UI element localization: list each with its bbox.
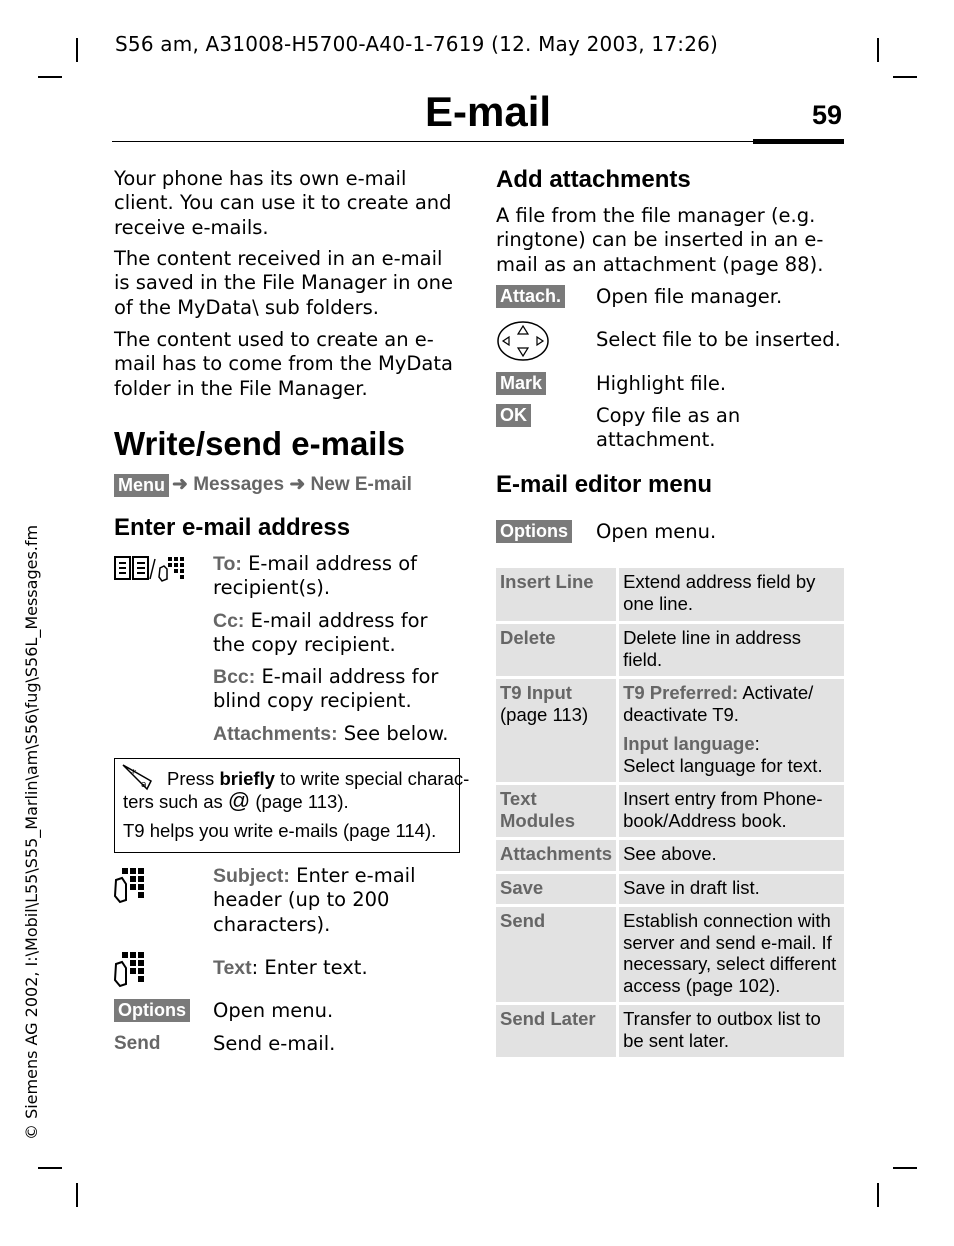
options-key: Options xyxy=(496,520,572,543)
text-field-desc: Text: Enter text. xyxy=(213,956,368,979)
menu-item: T9 Input (page 113) xyxy=(496,679,619,782)
at-sign: @ xyxy=(227,788,251,813)
menu-item: Save xyxy=(496,874,619,905)
page-number: 59 xyxy=(812,100,843,130)
table-row xyxy=(496,840,844,871)
menu-item-desc: Save in draft list. xyxy=(619,874,844,905)
send-desc: Send e-mail. xyxy=(213,1032,336,1055)
step-desc: Copy file as an attachment. xyxy=(596,404,741,452)
path-step: Messages xyxy=(193,474,285,495)
menu-item-desc: Establish connection with server and send e-mail. If necessary, select different access (page 102). xyxy=(619,907,844,1002)
running-header: S56 am, A31008-H5700-A40-1-7619 (12. May 2003, 17:26) xyxy=(115,32,719,56)
menu-item: Text Modules xyxy=(496,785,619,837)
menu-item: Send xyxy=(496,907,619,1002)
intro-paragraph: The content used to create an e-mail has to come from the MyData folder in the File Manager. xyxy=(114,328,453,400)
table-row xyxy=(496,568,844,621)
note-box xyxy=(114,758,470,853)
menu-item-desc: Delete line in address field. xyxy=(619,624,844,676)
crop-mark xyxy=(38,1167,62,1169)
menu-item-desc: T9 Preferred: Activate/ deactivate T9. Input language: Select language for text. xyxy=(619,679,844,782)
crop-mark xyxy=(893,76,917,78)
svg-text:a: a xyxy=(141,780,147,790)
menu-item-desc: Extend address field by one line. xyxy=(619,568,844,621)
crop-mark xyxy=(877,1183,879,1207)
subsection-title: Enter e-mail address xyxy=(114,514,351,541)
intro-paragraph: Your phone has its own e-mail client. You can use it to create and receive e-mails. xyxy=(114,167,452,239)
to-field-desc: To: E-mail address of recipient(s). xyxy=(213,552,418,600)
cc-field-desc: Cc: E-mail address for the copy recipient. xyxy=(213,609,428,657)
note-line: Press briefly to write special charac- xyxy=(167,768,470,789)
table-row xyxy=(496,874,844,905)
attach-intro: A file from the file manager (e.g. ringtone) can be inserted in an e-mail as an attachment (page 88). xyxy=(496,204,824,276)
header-rule-thick xyxy=(753,139,844,144)
table-row xyxy=(496,785,844,837)
ok-key: OK xyxy=(496,404,531,427)
address-book-keypad-icon xyxy=(114,555,186,583)
attachments-field-desc: Attachments: See below. xyxy=(213,722,449,745)
page-title: E-mail xyxy=(425,88,552,135)
menu-key: Menu xyxy=(114,474,169,497)
crop-mark xyxy=(877,38,879,62)
options-desc: Open menu. xyxy=(596,520,717,543)
header-rule xyxy=(112,141,844,142)
keypad-icon xyxy=(114,866,150,904)
crop-mark xyxy=(893,1167,917,1169)
attach-key: Attach. xyxy=(496,285,565,308)
arrow-icon: ➜ xyxy=(289,474,306,495)
menu-item-desc: See above. xyxy=(619,840,844,871)
path-step: New E-mail xyxy=(310,474,412,495)
pencil-star-key-icon xyxy=(121,763,161,791)
intro-paragraph: The content received in an e-mail is saved in the File Manager in one of the MyData\ sub folders. xyxy=(114,247,453,319)
menu-item: Attachments xyxy=(496,840,619,871)
crop-mark xyxy=(76,1183,78,1207)
subsection-title: Add attachments xyxy=(496,166,691,193)
table-row xyxy=(496,907,844,1002)
sidebar-file-path: © Siemens AG 2002, I:\Mobil\L55\S55_Marlin\am\S56\fug\S56L_Messages.fm xyxy=(22,524,41,1140)
section-title: Write/send e-mails xyxy=(114,425,405,462)
keypad-icon xyxy=(114,950,150,988)
table-row xyxy=(496,679,844,782)
menu-item: Delete xyxy=(496,624,619,676)
send-label: Send xyxy=(114,1033,161,1054)
menu-item-desc: Transfer to outbox list to be sent later. xyxy=(619,1005,844,1057)
step-desc: Select file to be inserted. xyxy=(596,328,841,351)
editor-menu-table xyxy=(496,565,844,1060)
svg-text:*: * xyxy=(131,767,137,780)
crop-mark xyxy=(76,38,78,62)
navigation-joystick-icon xyxy=(496,320,550,362)
menu-item-desc: Insert entry from Phone-book/Address book. xyxy=(619,785,844,837)
arrow-icon: ➜ xyxy=(172,474,188,495)
table-row xyxy=(496,624,844,676)
step-desc: Highlight file. xyxy=(596,372,727,395)
options-desc: Open menu. xyxy=(213,999,334,1022)
bcc-field-desc: Bcc: E-mail address for blind copy recipient. xyxy=(213,665,439,713)
subsection-title: E-mail editor menu xyxy=(496,471,713,498)
step-desc: Open file manager. xyxy=(596,285,783,308)
menu-item: Send Later xyxy=(496,1005,619,1057)
subject-field-desc: Subject: Enter e-mail header (up to 200 characters). xyxy=(213,864,416,936)
menu-item: Insert Line xyxy=(496,568,619,621)
crop-mark xyxy=(38,76,62,78)
mark-key: Mark xyxy=(496,372,546,395)
table-row xyxy=(496,1005,844,1057)
menu-path xyxy=(172,474,412,496)
note-line: T9 helps you write e-mails (page 114). xyxy=(123,820,437,841)
note-line: ters such as @ (page 113). xyxy=(123,788,349,813)
options-key: Options xyxy=(114,999,190,1022)
